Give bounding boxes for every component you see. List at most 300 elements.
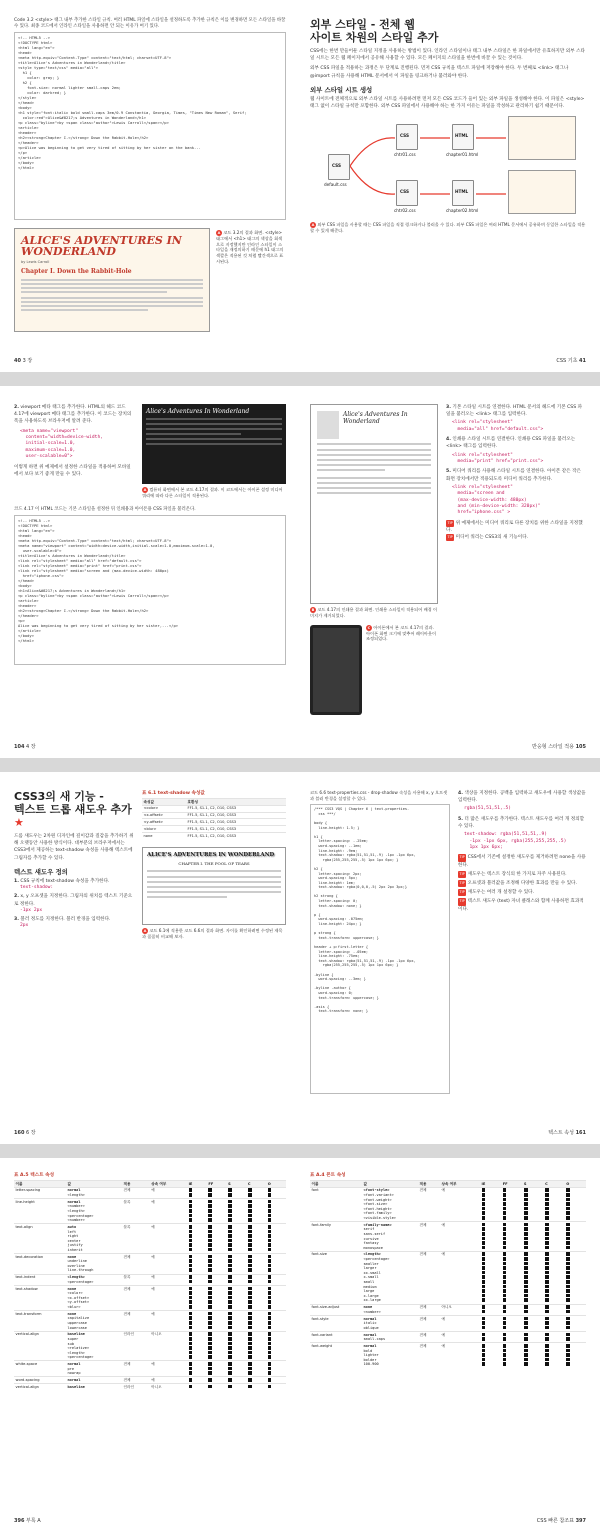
support-square [545,1266,549,1270]
support-square [545,1188,549,1192]
support-square [566,1188,570,1192]
spread-3 [0,772,600,1144]
support-square [208,1291,212,1295]
support-square [189,1300,193,1304]
support-square [482,1305,486,1309]
support-square [248,1243,252,1247]
support-square [482,1246,486,1250]
tip-badge: TIP [446,520,454,527]
support-square [566,1207,570,1211]
support-square [268,1243,272,1247]
support-square [268,1239,272,1243]
support-square [268,1296,272,1300]
column-header: 이름 [310,1181,362,1188]
support-square [566,1358,570,1362]
support-square [268,1214,272,1218]
support-square [189,1378,193,1382]
support-square [268,1371,272,1375]
support-square [208,1371,212,1375]
support-square [189,1312,193,1316]
support-square [228,1371,232,1375]
step-1: CSS 규칙에 text-shadow 속성을 추가한다. [20,878,110,884]
support-square [248,1300,252,1304]
support-square [482,1353,486,1357]
support-square [189,1346,193,1350]
support-square [189,1371,193,1375]
support-square [228,1385,232,1389]
support-square [566,1349,570,1353]
support-square [566,1252,570,1256]
page-104: 2. viewport 메타 태그를 추가한다. HTML의 헤드 코드 4.17에 viewport 메타 태그를 추가한다. 이 코드는 장치의 폭을 사용하도록 브라우저에 알려 준다. <meta name="viewport" content="width=device-width, initial-scale=1.0, maximum-scale=1.0, user-scalable=0"> 이렇게 하면 위 예제에서 설정한 스타일을 적용하여 모바일에서 보다 보기 좋게 만들 수 있다. Alice's Adventures In Wonderland A 컴퓨터 화면에서 본 코드 4.17의 결과. 이 코드에서는 아이폰 설정 미디어 쿼리에 따라 다른 스타일이 적용된다. 코드 4.17 이 HTML 코드는 기본 스타일을 설정한 뒤 인쇄용과 아이폰용 CSS 파일을 불러온다. <!-- HTML5 --> <!DOCTYPE html> <html lang="en"> <head> <meta http-equiv="Content-Type" content="text/html; charset=UTF-8"> <meta name="viewport" content="width=device-width,initial-scale=1.0,maximum-scale=1.0, user-scalable=0"> <title>Alice's Adventures in Wonderland</title> <link rel="stylesheet" media="all" href="default.css"> <link rel="stylesheet" media="print" href="print.css"> <link rel="stylesheet" media="screen and (max-device-width: 480px) href="iphone.css"> </head> <body> <h1>Alice&#8217;s Adventures in Wonderland</h1> <p class="byline">by <span class="author">Lewis Carroll</span></p> <article> <header> <h2><strong>Chapter I.</strong> Down the Rabbit-Hole</h2> </header> <p> Alice was beginning to get very tired of sitting by her sister,...</p> </article> </body> </html> 104 4 장 [0,386,300,758]
support-square [545,1280,549,1284]
support-square [268,1332,272,1336]
support-square [248,1264,252,1268]
spread-separator [0,758,600,772]
step-text: HTML의 헤드 코드 4.17에 viewport 메타 태그를 추가한다. 이 코드는 장치의 폭을 사용하도록 브라우저에 알려 준다. [14,405,132,425]
support-square [228,1239,232,1243]
table-title: 표 A.4 폰트 속성 [310,1173,346,1178]
support-square [228,1362,232,1366]
support-square [482,1358,486,1362]
step-2: x, y 오프셋을 지정한다. 그림자의 위치를 텍스트 기준으로 정한다. [14,894,133,907]
support-square [503,1294,507,1298]
table-cell: <y-offset> [142,819,186,826]
intro: 드롭 섀도우는 2차원 디자인에 깊이감과 질감을 추가하기 위해 오랫동안 사용한 방식이다. 대부분의 브라우저에서는 CSS3에서 제공하는 text-shadow 속성을 사용해 텍스트에 그림자를 추가할 수 있다. [14,834,134,861]
support-square [524,1353,528,1357]
support-square [503,1202,507,1206]
page-105: Alice's Adventures In Wonderland B 코드 4.17의 인쇄용 결과 화면. 인쇄용 스타일이 적용되어 배경 이미지가 제거되었다. C 아이폰에서 본 코드 4.17의 결과. 아이폰 화면 크기에 맞추어 레이아웃이 조정되었다. 3. 기본 스타일 시트를 연결한다. HTML 문서의 헤드에 기본 CSS 파일을 불러오는 <link> 태그를 입력한다. <link rel="stylesheet" media="all" href="default.css"> 4. 인쇄용 스타일 시트를 연결한다. 인쇄용 CSS 파일을 불러오는 <link> 태그를 입력한다. <link rel="stylesheet" media="print" href="print.css"> 5. 미디어 쿼리를 사용해 스타일 시트를 연결한다. 아이폰 같은 작은 화면 장치에서만 적용되도록 미디어 쿼리를 추가한다. <link rel="stylesheet" media="screen and (max-device-width: 480px) and (min-device-width: 320px)" href="iphone.css" > TIP 위 예제에서는 미디어 쿼리로 다른 장치를 위한 스타일을 지정했다. TIP 미디어 쿼리는 CSS3의 새 기능이다. 반응형 스타일 적용 105 [310,405,586,750]
support-square [228,1200,232,1204]
spread-1 [0,0,600,372]
support-square [208,1337,212,1341]
figure-caption: 코드 4.17의 인쇄용 결과 화면. 인쇄용 스타일이 적용되어 배경 이미지가 제거되었다. [310,607,438,618]
support-square [503,1344,507,1348]
support-square [524,1337,528,1341]
support-square [503,1257,507,1261]
page-number-left: 396 부록 A [14,1518,41,1524]
support-square [503,1280,507,1284]
support-square [545,1285,549,1289]
support-square [524,1289,528,1293]
support-square [503,1271,507,1275]
support-square [566,1298,570,1302]
support-square [208,1346,212,1350]
table-row: line-height normal <number> <length> <percentage> <number> 블록 예 [14,1199,286,1224]
support-square [189,1243,193,1247]
support-square [248,1287,252,1291]
support-square [208,1193,212,1197]
support-square [228,1367,232,1371]
support-square [545,1216,549,1220]
support-square [545,1262,549,1266]
support-square [248,1296,252,1300]
html-file-icon: HTML [452,180,474,206]
support-square [566,1262,570,1266]
support-square [228,1332,232,1336]
support-square [503,1252,507,1256]
code-snippet: text-shadow: rgba(51,51,51,.9) -1px -1px 6px, rgba(255,255,255,.5) 1px 1px 6px; [464,832,567,851]
support-square [566,1321,570,1325]
table-title: 표 A.5 텍스트 속성 [14,1173,55,1178]
support-square [503,1198,507,1202]
support-square [248,1204,252,1208]
step-5: 더 많은 섀도우를 추가한다. 텍스트 섀도우를 여러 개 정의할 수 있다. [458,816,585,830]
column-header: IE [187,1181,207,1188]
support-square [482,1211,486,1215]
support-square [189,1239,193,1243]
support-square [482,1362,486,1366]
subhead: 외부 스타일 시트 생성 [310,85,373,94]
support-square [189,1362,193,1366]
support-square [566,1317,570,1321]
support-square [524,1344,528,1348]
support-square [268,1326,272,1330]
support-square [545,1333,549,1337]
support-square [208,1255,212,1259]
support-square [268,1291,272,1295]
support-square [566,1237,570,1241]
support-square [248,1259,252,1263]
support-square [545,1232,549,1236]
column-header: FF [501,1181,522,1188]
support-square [208,1355,212,1359]
step-note: 이렇게 하면 위 예제에서 설정한 스타일을 적용하여 모바일에서 보다 보기 좋게 만들 수 있다. [14,464,131,477]
support-square [268,1193,272,1197]
tip: TIP 섀도우는 여러 개 설정할 수 있다. [459,890,535,896]
support-square [566,1310,570,1314]
support-square [524,1294,528,1298]
tip-badge: TIP [458,889,466,896]
support-square [189,1355,193,1359]
support-square [566,1337,570,1341]
support-square [248,1234,252,1238]
support-square [482,1317,486,1321]
support-square [482,1321,486,1325]
support-square [228,1214,232,1218]
step-4: 색상을 지정한다. 공백을 입력하고 섀도우에 사용할 색상값을 입력한다. [458,791,586,804]
code-caption: Code 3.2 <style> 태그 내부 추가한 스타일 규칙. 여러 HTML 파일에 스타일을 설정하도록 추가한 규칙은 이를 변경하면 모든 스타일을 바꿀 수 있다. 최종 코드에서 인라인 스타일을 사용하면 안 되는 이유가 여기 있다. [14,18,286,29]
column-header: 이름 [14,1181,66,1188]
support-square [503,1285,507,1289]
support-square [545,1223,549,1227]
support-square [268,1204,272,1208]
support-square [268,1346,272,1350]
table-row [142,812,286,819]
column-header: O [565,1181,586,1188]
support-square [503,1207,507,1211]
column-header: C [544,1181,565,1188]
book-chapter: Chapter I. Down the Rabbit-Hole [21,268,132,276]
support-square [208,1268,212,1272]
support-square [248,1275,252,1279]
support-square [248,1326,252,1330]
support-square [482,1294,486,1298]
support-square [545,1227,549,1231]
spread-2 [0,386,600,758]
support-square [545,1337,549,1341]
support-square [566,1289,570,1293]
support-square [248,1291,252,1295]
tip-badge: TIP [458,871,466,878]
support-square [524,1275,528,1279]
support-square [503,1246,507,1250]
spread-separator [0,372,600,386]
support-square [228,1280,232,1284]
support-square [208,1188,212,1192]
book-author: by Lewis Carroll [21,260,50,265]
support-square [545,1344,549,1348]
support-square [208,1234,212,1238]
css-file-icon: CSS [396,180,418,206]
support-square [228,1351,232,1355]
figure-caption: 코드 6.1에 적용한 코드 6.6의 결과 화면. 자이를 확인하려면 수정된 제목과 꼼꼼히 비교해 보자. [142,927,283,939]
book-screenshot [14,228,210,332]
support-square [524,1232,528,1236]
support-square [189,1264,193,1268]
support-square [208,1321,212,1325]
support-square [545,1246,549,1250]
support-square [208,1326,212,1330]
page-number-left: 104 4 장 [14,744,36,750]
support-square [228,1300,232,1304]
page-number-left: 40 3 장 [14,358,33,364]
support-square [228,1291,232,1295]
support-square [189,1209,193,1213]
support-square [503,1358,507,1362]
support-square [268,1300,272,1304]
support-square [208,1378,212,1382]
support-square [228,1255,232,1259]
section-title: CSS3의 새 기능 - 텍스트 드롭 섀도우 추가★ [14,790,132,829]
table-cell: FF1.5, S1.1, C2, O10, CSS3 [186,832,286,838]
shadow-values-table: 속성값 호환성 <color> FF1.5, S1.1, C2, O10, CSS3 <x-offset> FF1.5, S1.1, C2, O10, CSS3 <y-offset> FF1.5, S1.1, C2, O10, CSS3 <blur> FF1.5, S1.1, C2, O10, CSS3 none FF1.5, S1.1, C2, O10, CSS3 [142,798,286,839]
support-square [482,1207,486,1211]
table-row [142,805,286,812]
table-row: font-family <family-name> serif sans-serif cursive fantasy monospace 전체 예 [310,1222,586,1252]
page-number-right: 반응형 스타일 적용 105 [532,744,586,750]
paragraph-2: 외부 CSS 파일을 적용하는 과정은 두 단계로 진행된다. 먼저 CSS 규칙을 텍스트 파일에 저장해야 한다. 두 번째로 <link> 태그나 @import 규칙을 사용해 HTML 문서에서 이 파일을 링크하거나 불러와야 한다. [310,66,569,79]
support-square [545,1252,549,1256]
support-square [545,1353,549,1357]
support-square [566,1211,570,1215]
support-square [503,1266,507,1270]
support-square [248,1255,252,1259]
support-square [189,1225,193,1229]
support-square [208,1342,212,1346]
support-square [268,1321,272,1325]
support-square [189,1193,193,1197]
support-square [189,1351,193,1355]
support-square [545,1317,549,1321]
support-square [482,1202,486,1206]
support-square [248,1225,252,1229]
support-square [208,1209,212,1213]
support-square [228,1230,232,1234]
column-header: C [246,1181,266,1188]
support-square [503,1326,507,1330]
support-square [524,1280,528,1284]
support-square [482,1280,486,1284]
support-square [248,1378,252,1382]
support-square [208,1280,212,1284]
support-square [248,1239,252,1243]
support-square [482,1344,486,1348]
page-number-right: CSS 기초 41 [556,358,586,364]
code-block: <!-- HTML5 --> <!DOCTYPE html> <html lang="en"> <head> <meta http-equiv="Content-Type" content="text/html; charset=UTF-8"> <title>Alice's Adventures in Wonderland</title> <style type="text/css" media="all"> h1 { color: gray; } h2 { font-size: normal lighter small-caps 2em; color: darkred; } </style> </head> <body> <h1 style="font:italic bold small-caps 3em/0.9 Constantia, Georgia, Times, "Times New Roman", Serif; color:red">Alice&#8217;s Adventures in Wonderland</h1> <p class="byline">by <span class="author">Lewis Carroll</span></p> <article> <header> <h2><strong>Chapter I.</strong> Down the Rabbit-Hole</h2> </header> <p>Alice was beginning to get very tired of sitting by her sister on the bank... </p> </article> </body> </html> [14,32,286,220]
support-square [228,1248,232,1252]
paragraph-1: CSS에는 한번 만들어둔 스타일 지정을 사용하는 방법이 있다. 인라인 스타일이나 태그 내부 스타일은 한 파일에서만 유효하지만 외부 스타일 시트는 모든 웹 페이지에서 공유해 사용할 수 있다. 모든 페이지의 스타일을 한번에 바꿀 수 있는 것이다. [310,49,585,62]
support-square [208,1214,212,1218]
support-square [524,1216,528,1220]
support-square [503,1223,507,1227]
support-square [524,1257,528,1261]
support-square [189,1287,193,1291]
print-screenshot: Alice's Adventures In Wonderland [310,404,438,604]
table-row [142,819,286,826]
step-3: 블러 정도를 지정한다. 블러 반경을 입력한다. [20,917,111,923]
support-square [566,1232,570,1236]
support-square [189,1259,193,1263]
support-square [524,1317,528,1321]
support-square [566,1294,570,1298]
support-square [482,1227,486,1231]
table-row: font <font-style> <font-variant> <font-weight> <font-size> <font-height> <font-family> <visible-style> 전체 예 [310,1187,586,1221]
support-square [228,1326,232,1330]
page-160: CSS3의 새 기능 - 텍스트 드롭 섀도우 추가★ 드롭 섀도우는 2차원 디자인에 깊이감과 질감을 추가하기 위해 오랫동안 사용한 방식이다. 대부분의 브라우저에서는 CSS3에서 제공하는 text-shadow 속성을 사용해 텍스트에 그림자를 추가할 수 있다. 텍스트 섀도우 정의 1. CSS 규칙에 text-shadow 속성을 추가한다. text-shadow: 2. x, y 오프셋을 지정한다. 그림자의 위치를 텍스트 기준으로 정한다. -1px 2px 3. 블러 정도를 지정한다. 블러 반경을 입력한다. 2px 표 6.1 text-shadow 속성값 속성값 호환성 <color> FF1.5, S1.1, C2, O10, CSS3 <x-offset> FF1.5, S1.1, C2, O10, CSS3 <y-offset> FF1.5, S1.1, C2, O10, CSS3 <blur> FF1.5, S1.1, C2, O10, CSS3 none FF1.5, S1.1, C2, O10, CSS3 ALICE'S ADVENTURES IN WONDERLAND CHAPTER I. THE POOL OF TEARS A 코드 6.1에 적용한 코드 6.6의 결과 화면. 자이를 확인하려면 수정된 제목과 꼼꼼히 비교해 보자. 160 6 장 [0,772,300,1144]
support-square [503,1211,507,1215]
support-square [248,1268,252,1272]
support-square [524,1305,528,1309]
table-row: letter-spacing normal <length> 전체 예 [14,1187,286,1198]
support-square [189,1332,193,1336]
table-row: text-indent <length> <percentage> 블록 예 [14,1274,286,1285]
support-square [189,1280,193,1284]
support-square [566,1326,570,1330]
support-square [503,1275,507,1279]
support-square [228,1188,232,1192]
support-square [248,1214,252,1218]
table-row: vertical-align baseline super sub <relative> <length> <percentage> 인라인 아니오 [14,1331,286,1361]
support-square [189,1248,193,1252]
figure-caption: 외부 CSS 파일을 사용할 때는 CSS 파일을 직접 링크하거나 불러올 수 있다. 외부 CSS 파일은 여러 HTML 문서에서 공유하며 동일한 스타일을 적용할 수 있게 해준다. [310,222,586,234]
number-badge: A [311,223,315,228]
support-square [482,1275,486,1279]
support-square [228,1264,232,1268]
support-square [503,1188,507,1192]
support-square [248,1230,252,1234]
support-square [566,1333,570,1337]
support-square [268,1248,272,1252]
column-header: S [227,1181,247,1188]
support-square [189,1342,193,1346]
html-file-icon: HTML [452,124,474,150]
tip: TIP 오프셋과 블러값을 조정해 다양한 효과를 만들 수 있다. [459,881,577,887]
support-square [228,1225,232,1229]
support-square [208,1239,212,1243]
support-square [208,1296,212,1300]
support-square [268,1337,272,1341]
support-square [208,1259,212,1263]
table-row: font-style normal italic oblique 전체 예 [310,1315,586,1331]
support-square [268,1268,272,1272]
figure-caption: 컴퓨터 화면에서 본 코드 4.17의 결과. 이 코드에서는 아이폰 설정 미디어 쿼리에 따라 다른 스타일이 적용된다. [142,487,283,498]
support-square [268,1355,272,1359]
support-square [545,1207,549,1211]
spread-4 [0,1158,600,1532]
support-square [482,1198,486,1202]
support-square [268,1280,272,1284]
number-badge: B [311,608,315,612]
support-square [482,1232,486,1236]
support-square [189,1275,193,1279]
support-square [208,1230,212,1234]
support-square [503,1321,507,1325]
support-square [524,1252,528,1256]
support-square [524,1202,528,1206]
support-square [503,1310,507,1314]
support-square [566,1241,570,1245]
support-square [566,1202,570,1206]
support-square [524,1285,528,1289]
support-square [189,1200,193,1204]
support-square [228,1337,232,1341]
column-header: 적용 [122,1181,150,1188]
support-square [248,1355,252,1359]
support-square [566,1193,570,1197]
number-badge: C [367,625,371,630]
support-square [248,1371,252,1375]
book-screenshot: ALICE'S ADVENTURES IN WONDERLAND CHAPTER I. THE POOL OF TEARS [142,847,286,925]
support-square [566,1227,570,1231]
page-397 [300,1158,600,1532]
support-square [566,1353,570,1357]
table-cell: <color> [142,805,186,812]
support-square [566,1198,570,1202]
support-square [566,1305,570,1309]
table-row: font-size-adjust none <number> 전체 아니오 [310,1304,586,1315]
support-square [503,1362,507,1366]
support-square [566,1362,570,1366]
support-square [268,1312,272,1316]
column-header: IE [480,1181,501,1188]
support-square [545,1257,549,1261]
support-square [482,1216,486,1220]
code-snippet: <link rel="stylesheet" media="all" href="default.css"> [452,420,544,432]
code-block: <!-- HTML5 --> <!DOCTYPE html> <html lang="en"> <head> <meta http-equiv="Content-Type" content="text/html; charset=UTF-8"> <meta name="viewport" content="width=device-width,initial-scale=1.0,maximum-scale=1.0, user-scalable=0"> <title>Alice's Adventures in Wonderland</title> <link rel="stylesheet" media="all" href="default.css"> <link rel="stylesheet" media="print" href="print.css"> <link rel="stylesheet" media="screen and (max-device-width: 480px) href="iphone.css"> </head> <body> <h1>Alice&#8217;s Adventures in Wonderland</h1> <p class="byline">by <span class="author">Lewis Carroll</span></p> <article> <header> <h2><strong>Chapter I.</strong> Down the Rabbit-Hole</h2> </header> <p> Alice was beginning to get very tired of sitting by her sister,...</p> </article> </body> </html> [14,515,286,665]
tip-badge: TIP [458,854,466,861]
support-square [524,1349,528,1353]
paragraph-3: 웹 사이트에 전체적으로 외부 스타일 시트를 사용하려면 먼저 모든 CSS 코드가 들어 있는 외부 파일을 생성해야 한다. 이 파일은 <style> 태그 없이 스타일 규칙만 포함한다. 외부 CSS 파일에서 사용해야 하는 한 가지 이유는 파일을 작성하고 관리하기 쉽기 때문이다. [310,96,585,110]
column-header: 적용 [418,1181,440,1188]
support-square [189,1321,193,1325]
table-row: text-decoration none underline overline line-through 전체 예 [14,1254,286,1275]
support-square [482,1252,486,1256]
support-square [524,1321,528,1325]
support-square [248,1200,252,1204]
diagram-label: chapter01.html [446,152,479,158]
support-square [189,1230,193,1234]
support-square [566,1280,570,1284]
support-square [482,1298,486,1302]
support-square [208,1367,212,1371]
support-square [503,1237,507,1241]
step-4: 인쇄용 스타일 시트를 연결한다. 인쇄용 CSS 파일을 불러오는 <link> 태그를 입력한다. [446,437,576,450]
support-square [268,1316,272,1320]
support-square [228,1287,232,1291]
code-block: /*** CSS3 VQS | Chapter 6 | text-properties. css ***/ body { line-height: 1.5; } h1 { letter-spacing: -.25em; word-spacing: -.1em; line-height: .9em; text-shadow: rgba(51,51,51,.9) -1px -1px 6px, rgba(255,255,255,.5) 1px 1px 6px; } h2 { letter-spacing: 2px; word-spacing: 5px; line-height: 1em; text-shadow: rgba(0,0,0,.5) 2px 2px 3px;} h2 strong { letter-spacing: 0; text-shadow: none; } p { word-spacing: .075em; line-height: 24px; } p strong { text-transform: uppercase; } header + p:first-letter { letter-spacing: -.05em; line-height: .75em; text-shadow: rgba(51,51,51,.9) -1px -1px 6px, rgba(255,255,255,.5) 1px 1px 6px; } .byline { word-spacing: -.3em; } .byline .author { word-spacing: 0; text-transform: uppercase; } .asis { text-transform: none; } [310,804,450,1094]
support-square [228,1346,232,1350]
support-square [189,1204,193,1208]
